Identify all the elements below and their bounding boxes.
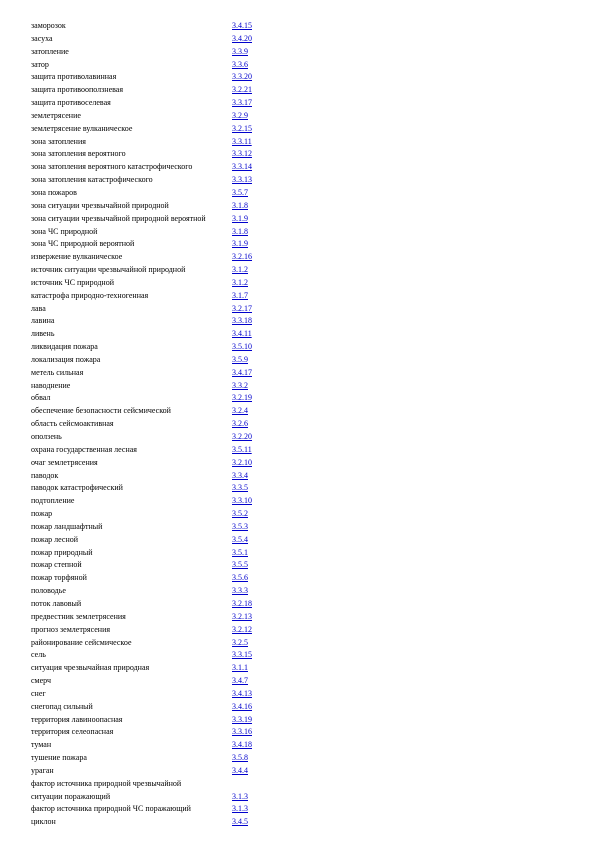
index-ref-link[interactable]: 3.3.17	[232, 98, 252, 108]
index-row	[31, 251, 571, 264]
index-term: поток лавовый	[31, 598, 82, 608]
index-ref-link[interactable]: 3.3.2	[232, 380, 248, 390]
index-term: защита противоселевая	[31, 98, 111, 108]
index-term: предвестник землетрясения	[31, 611, 126, 621]
index-ref-link[interactable]: 3.5.8	[232, 753, 248, 763]
index-ref-link[interactable]: 3.2.6	[232, 419, 248, 429]
index-term: метель сильная	[31, 367, 84, 377]
index-row	[31, 213, 571, 226]
index-ref-link[interactable]: 3.3.6	[232, 59, 248, 69]
index-row	[31, 33, 571, 46]
index-ref-link[interactable]: 3.5.7	[232, 187, 248, 197]
index-row	[31, 637, 571, 650]
index-row	[31, 778, 571, 791]
index-row	[31, 585, 571, 598]
index-ref-link[interactable]: 3.3.12	[232, 149, 252, 159]
index-ref-link[interactable]: 3.3.18	[232, 316, 252, 326]
index-ref-link[interactable]: 3.3.4	[232, 470, 248, 480]
index-term: территория селеопасная	[31, 727, 114, 737]
index-ref-link[interactable]: 3.3.5	[232, 483, 248, 493]
index-row	[31, 714, 571, 727]
index-ref-link[interactable]: 3.1.7	[232, 290, 248, 300]
index-ref-link[interactable]: 3.4.11	[232, 329, 252, 339]
index-term: прогноз землетрясения	[31, 624, 111, 634]
index-row	[31, 598, 571, 611]
index-term: пожар	[31, 509, 53, 519]
index-ref-link[interactable]: 3.2.17	[232, 303, 252, 313]
index-term: зона ЧС природной вероятной	[31, 239, 135, 249]
index-term: затор	[31, 59, 49, 69]
index-row	[31, 431, 571, 444]
index-ref-link[interactable]: 3.2.15	[232, 123, 252, 133]
index-row	[31, 534, 571, 547]
index-ref-link[interactable]: 3.5.10	[232, 342, 252, 352]
index-term: ситуации поражающий	[31, 791, 111, 801]
index-term: смерч	[31, 676, 51, 686]
index-row	[31, 649, 571, 662]
index-row	[31, 200, 571, 213]
term-index	[31, 20, 571, 829]
index-row	[31, 59, 571, 72]
index-ref-link[interactable]: 3.4.5	[232, 817, 248, 827]
index-row	[31, 264, 571, 277]
index-ref-link[interactable]: 3.2.9	[232, 110, 248, 120]
index-row	[31, 418, 571, 431]
index-term: землетрясение вулканическое	[31, 123, 133, 133]
index-ref-link[interactable]: 3.4.7	[232, 676, 248, 686]
index-term: обеспечение безопасности сейсмической	[31, 406, 171, 416]
index-row	[31, 367, 571, 380]
index-ref-link[interactable]: 3.3.15	[232, 650, 252, 660]
index-term: пожар степной	[31, 560, 82, 570]
index-ref-link[interactable]: 3.1.9	[232, 213, 248, 223]
index-row	[31, 816, 571, 829]
index-row	[31, 495, 571, 508]
index-row	[31, 20, 571, 33]
index-term: паводок	[31, 470, 59, 480]
index-row	[31, 380, 571, 393]
index-row	[31, 354, 571, 367]
index-term: снегопад сильный	[31, 701, 93, 711]
index-row	[31, 71, 571, 84]
index-ref-link[interactable]: 3.1.3	[232, 804, 248, 814]
index-term: сель	[31, 650, 46, 660]
index-row	[31, 238, 571, 251]
index-ref-link[interactable]: 3.5.6	[232, 573, 248, 583]
index-row	[31, 470, 571, 483]
index-term: зона затопления	[31, 136, 86, 146]
index-ref-link[interactable]: 3.2.19	[232, 393, 252, 403]
index-term: зона ситуации чрезвычайной природной	[31, 200, 169, 210]
index-row	[31, 688, 571, 701]
index-term: источник ситуации чрезвычайной природной	[31, 265, 186, 275]
index-term: обвал	[31, 393, 51, 403]
index-ref-link[interactable]: 3.2.21	[232, 85, 252, 95]
index-ref-link[interactable]: 3.4.20	[232, 33, 252, 43]
index-term: оползень	[31, 432, 62, 441]
index-term: зона затопления вероятного катастрофического	[31, 162, 193, 172]
index-term: пожар лесной	[31, 534, 79, 544]
index-row	[31, 765, 571, 778]
index-ref-link[interactable]: 3.4.16	[232, 701, 252, 711]
index-term: очаг землетрясения	[31, 457, 98, 467]
index-row	[31, 547, 571, 560]
index-term: ликвидация пожара	[31, 342, 98, 352]
index-ref-link[interactable]: 3.5.9	[232, 354, 248, 364]
index-term: пожар природный	[31, 547, 93, 557]
index-ref-link[interactable]: 3.5.2	[232, 509, 248, 519]
index-ref-link[interactable]: 3.1.3	[232, 791, 248, 801]
index-row	[31, 148, 571, 161]
index-term: фактор источника природной ЧС поражающий	[31, 804, 191, 814]
index-term: охрана государственная лесная	[31, 444, 137, 454]
index-ref-link[interactable]: 3.2.4	[232, 406, 248, 416]
index-term: половодье	[31, 586, 66, 596]
index-row	[31, 508, 571, 521]
index-ref-link[interactable]: 3.4.18	[232, 740, 252, 750]
index-row	[31, 559, 571, 572]
index-row	[31, 444, 571, 457]
index-row	[31, 123, 571, 136]
index-ref-link[interactable]: 3.3.3	[232, 586, 248, 596]
index-row	[31, 662, 571, 675]
index-term: область сейсмоактивная	[31, 419, 114, 429]
index-ref-link[interactable]: 3.2.13	[232, 611, 252, 621]
index-ref-link[interactable]: 3.1.2	[232, 277, 248, 287]
index-ref-link[interactable]: 3.1.8	[232, 226, 248, 236]
index-term: заморозок	[31, 21, 66, 30]
index-term: лавина	[31, 316, 55, 326]
index-row	[31, 611, 571, 624]
index-term: лава	[31, 303, 46, 313]
index-term: зона пожаров	[31, 187, 77, 197]
index-term: защита противооползневая	[31, 85, 124, 95]
index-ref-link[interactable]: 3.3.19	[232, 714, 252, 724]
index-ref-link[interactable]: 3.2.10	[232, 457, 252, 467]
index-row	[31, 174, 571, 187]
index-term: паводок катастрофический	[31, 483, 123, 493]
index-row	[31, 457, 571, 470]
index-term: снег	[31, 688, 46, 698]
index-term: наводнение	[31, 380, 71, 390]
index-ref-link[interactable]: 3.4.17	[232, 367, 252, 377]
index-row	[31, 482, 571, 495]
index-ref-link[interactable]: 3.3.20	[232, 72, 252, 82]
index-ref-link[interactable]: 3.5.5	[232, 560, 248, 570]
index-row	[31, 803, 571, 816]
index-ref-link[interactable]: 3.1.8	[232, 200, 248, 210]
index-ref-link[interactable]: 3.1.1	[232, 663, 248, 673]
index-ref-link[interactable]: 3.2.20	[232, 432, 252, 441]
index-row	[31, 701, 571, 714]
index-ref-link[interactable]: 3.3.11	[232, 136, 252, 146]
index-row	[31, 277, 571, 290]
index-term: территория лавиноопасная	[31, 714, 123, 724]
index-ref-link[interactable]: 3.5.11	[232, 444, 252, 454]
index-row	[31, 572, 571, 585]
index-term: тушение пожара	[31, 753, 87, 763]
index-row	[31, 328, 571, 341]
index-ref-link[interactable]: 3.4.4	[232, 765, 248, 775]
index-row	[31, 392, 571, 405]
index-row	[31, 739, 571, 752]
index-row	[31, 226, 571, 239]
index-ref-link[interactable]: 3.1.9	[232, 239, 248, 249]
index-term: зона ситуации чрезвычайной природной вероятной	[31, 213, 206, 223]
index-ref-link[interactable]: 3.3.13	[232, 175, 252, 185]
index-row	[31, 521, 571, 534]
index-ref-link[interactable]: 3.2.12	[232, 624, 252, 634]
index-term: фактор источника природной чрезвычайной	[31, 778, 182, 788]
index-ref-link[interactable]: 3.5.3	[232, 521, 248, 531]
index-term: зона ЧС природной	[31, 226, 98, 236]
index-row	[31, 315, 571, 328]
index-ref-link[interactable]: 3.2.18	[232, 598, 252, 608]
index-row	[31, 290, 571, 303]
index-ref-link[interactable]: 3.4.15	[232, 21, 252, 30]
index-row	[31, 136, 571, 149]
index-row	[31, 161, 571, 174]
index-term: засуха	[31, 33, 53, 43]
index-term: ливень	[31, 329, 55, 339]
index-ref-link[interactable]: 3.3.9	[232, 46, 248, 56]
index-ref-link[interactable]: 3.5.4	[232, 534, 248, 544]
index-term: защита противолавинная	[31, 72, 117, 82]
index-term: ураган	[31, 765, 54, 775]
index-term: источник ЧС природной	[31, 277, 114, 287]
index-row	[31, 187, 571, 200]
index-row	[31, 97, 571, 110]
index-row	[31, 405, 571, 418]
index-term: локализация пожара	[31, 354, 101, 364]
index-row	[31, 303, 571, 316]
index-term: циклон	[31, 817, 56, 827]
index-term: извержение вулканическое	[31, 252, 123, 262]
index-term: зона затопления катастрофического	[31, 175, 153, 185]
index-ref-link[interactable]: 3.3.10	[232, 496, 252, 506]
index-row	[31, 726, 571, 739]
index-ref-link[interactable]: 3.2.5	[232, 637, 248, 647]
index-term: районирование сейсмическое	[31, 637, 132, 647]
index-row	[31, 84, 571, 97]
index-ref-link[interactable]: 3.5.1	[232, 547, 248, 557]
index-ref-link[interactable]: 3.4.13	[232, 688, 252, 698]
index-row	[31, 46, 571, 59]
index-row	[31, 110, 571, 123]
index-term: затопление	[31, 46, 69, 56]
index-term: зона затопления вероятного	[31, 149, 126, 159]
index-term: пожар торфяной	[31, 573, 87, 583]
index-ref-link[interactable]: 3.3.16	[232, 727, 252, 737]
index-row	[31, 675, 571, 688]
index-ref-link[interactable]: 3.1.2	[232, 265, 248, 275]
index-ref-link[interactable]: 3.3.14	[232, 162, 252, 172]
index-term: туман	[31, 740, 52, 750]
index-term: пожар ландшафтный	[31, 521, 103, 531]
index-term: ситуация чрезвычайная природная	[31, 663, 150, 673]
index-row	[31, 791, 571, 804]
index-ref-link[interactable]: 3.2.16	[232, 252, 252, 262]
index-term: подтопление	[31, 496, 75, 506]
index-term: землетрясение	[31, 110, 81, 120]
index-row	[31, 341, 571, 354]
index-term: катастрофа природно-техногенная	[31, 290, 149, 300]
index-row	[31, 624, 571, 637]
index-row	[31, 752, 571, 765]
